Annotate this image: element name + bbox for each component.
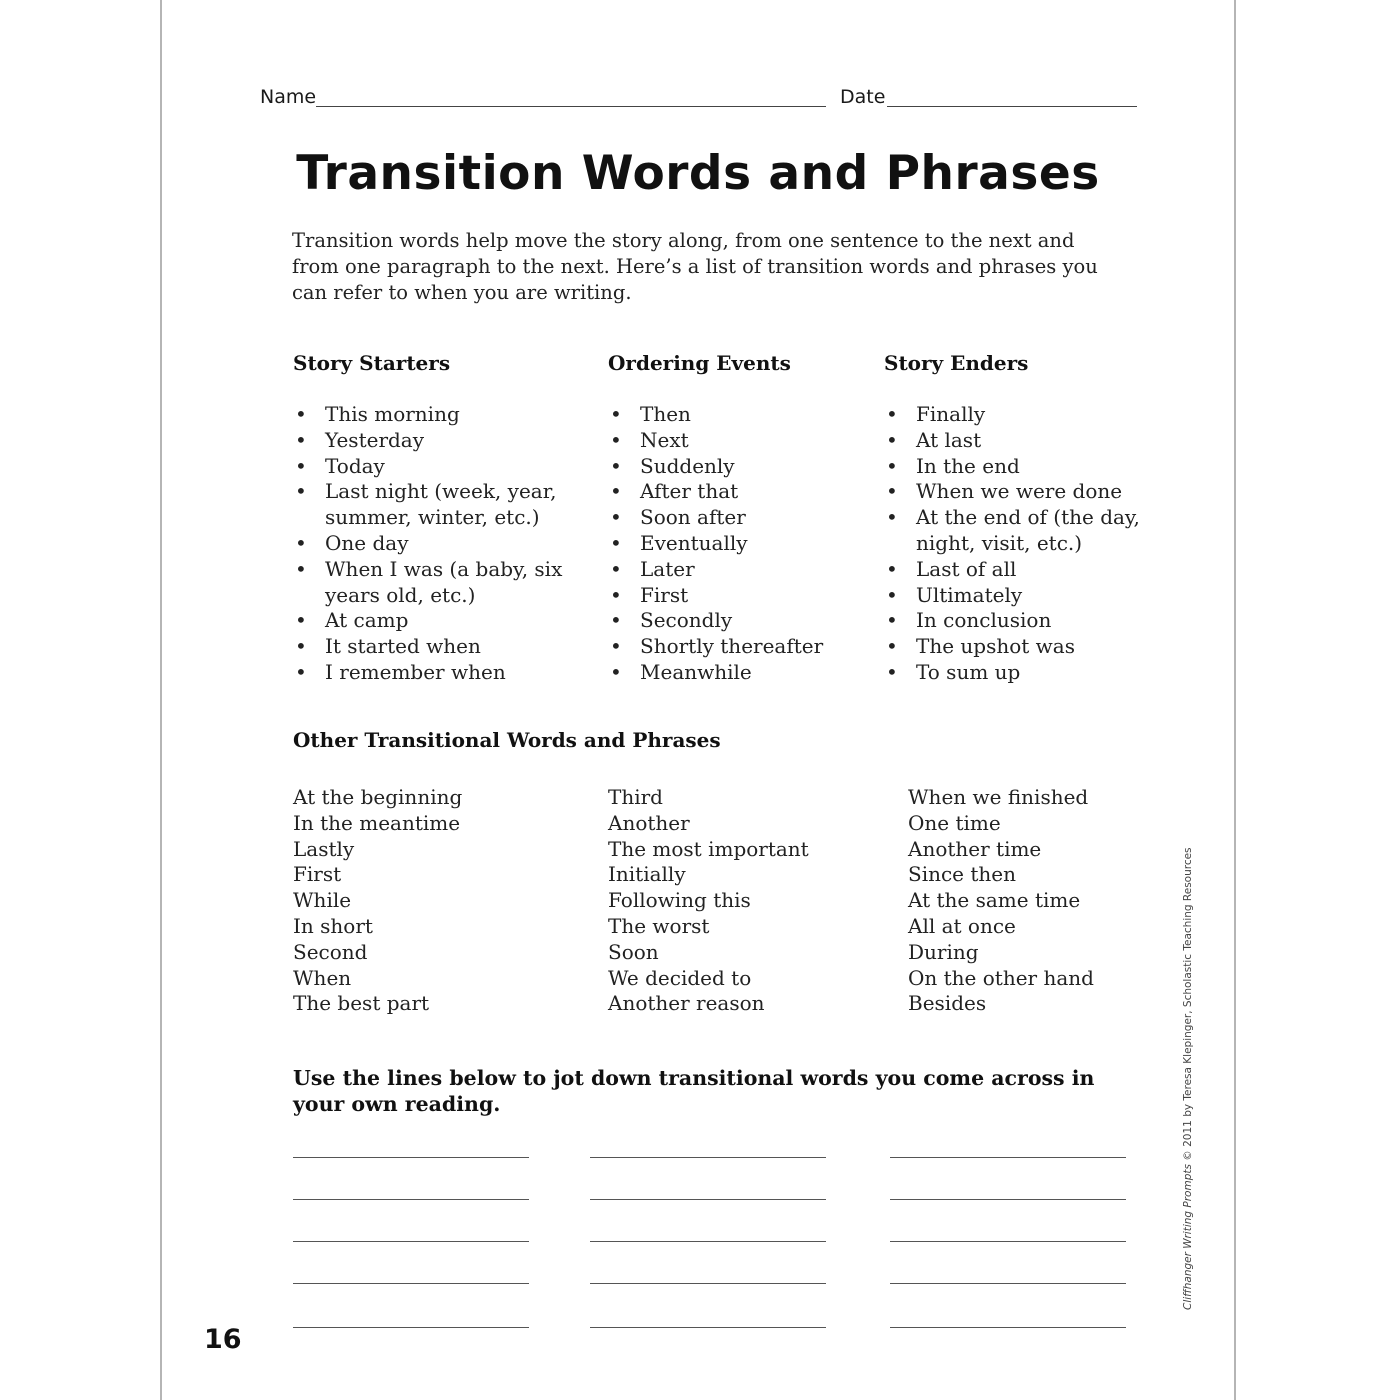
list-item: In short (293, 913, 373, 938)
list-item (293, 402, 562, 428)
write-line[interactable] (293, 1157, 529, 1158)
date-label: Date (840, 86, 886, 108)
write-line[interactable] (890, 1157, 1126, 1158)
write-line[interactable] (590, 1199, 826, 1200)
column-heading: Ordering Events (608, 351, 791, 375)
list-item-text: Next (640, 427, 689, 452)
list-item (884, 479, 1140, 505)
list-item (884, 660, 1140, 686)
list-item: We decided to (608, 965, 752, 990)
list-item-text: First (640, 582, 689, 607)
list-item: Initially (608, 862, 686, 887)
list-item-text: After that (640, 479, 739, 504)
list-item (884, 402, 1140, 428)
date-line (887, 106, 1137, 107)
list-item: Another time (908, 836, 1042, 861)
story-starters-column (293, 350, 562, 686)
story-enders-column (884, 350, 1140, 686)
bullet-icon: • (295, 479, 307, 504)
write-line[interactable] (590, 1327, 826, 1328)
list-item-text: One day (325, 530, 409, 555)
list-item (608, 479, 823, 505)
page-number: 16 (204, 1324, 242, 1355)
bullet-icon: • (610, 453, 622, 478)
write-line[interactable] (293, 1327, 529, 1328)
list-item-text: At the end of (the day, (916, 505, 1140, 530)
list-item-text: Ultimately (916, 582, 1023, 607)
list-item: When (293, 965, 352, 990)
list-item: One time (908, 810, 1001, 835)
list-item (884, 454, 1140, 480)
write-line[interactable] (890, 1199, 1126, 1200)
column-heading: Story Starters (293, 351, 451, 375)
word-list (608, 402, 823, 686)
list-item: At the same time (908, 888, 1081, 913)
word-list (293, 402, 562, 686)
write-line[interactable] (890, 1241, 1126, 1242)
bullet-icon: • (295, 530, 307, 555)
bullet-icon: • (886, 659, 898, 684)
list-item-text: Today (325, 453, 385, 478)
bullet-icon: • (295, 453, 307, 478)
write-line[interactable] (590, 1241, 826, 1242)
page-title: Transition Words and Phrases (296, 146, 1100, 201)
bullet-icon: • (610, 556, 622, 581)
list-item (608, 505, 823, 531)
list-item (293, 479, 562, 531)
list-item-text: This morning (325, 402, 460, 426)
list-item (293, 454, 562, 480)
list-item: Another (608, 810, 690, 835)
list-item (884, 608, 1140, 634)
bullet-icon: • (886, 582, 898, 607)
list-item: During (908, 939, 979, 964)
list-item-text: To sum up (916, 659, 1021, 684)
bullet-icon: • (295, 659, 307, 684)
bullet-icon: • (295, 634, 307, 659)
copyright-credit (1182, 847, 1194, 1310)
list-item-text: night, visit, etc.) (916, 530, 1083, 555)
list-item (293, 531, 562, 557)
worksheet-page (160, 0, 1236, 1400)
write-line[interactable] (590, 1157, 826, 1158)
name-label: Name (260, 86, 317, 108)
other-words-column (608, 785, 809, 1017)
list-item-text: Yesterday (325, 427, 425, 452)
list-item: Another reason (608, 991, 765, 1016)
list-item (608, 634, 823, 660)
list-item-text: Last night (week, year, (325, 479, 557, 504)
list-item: Second (293, 939, 368, 964)
list-item (884, 583, 1140, 609)
bullet-icon: • (886, 427, 898, 452)
list-item (293, 634, 562, 660)
name-line (316, 106, 826, 107)
list-item (608, 531, 823, 557)
bullet-icon: • (610, 505, 622, 530)
book-title: Cliffhanger Writing Prompts (1182, 1164, 1194, 1310)
list-item-text: Eventually (640, 530, 748, 555)
bullet-icon: • (610, 427, 622, 452)
credit-rest: © 2011 by Teresa Klepinger, Scholastic Teaching Resources (1182, 847, 1194, 1165)
list-item-text: When I was (a baby, six (325, 556, 563, 581)
bullet-icon: • (610, 530, 622, 555)
list-item: Soon (608, 939, 659, 964)
list-item-text: Soon after (640, 505, 746, 530)
bullet-icon: • (610, 659, 622, 684)
write-line[interactable] (293, 1241, 529, 1242)
instructions-text: Use the lines below to jot down transitional words you come across in your own reading. (293, 1066, 1095, 1116)
list-item: First (293, 862, 342, 887)
list-item-text: summer, winter, etc.) (325, 505, 540, 530)
list-item (608, 428, 823, 454)
bullet-icon: • (886, 479, 898, 504)
list-item: In the meantime (293, 810, 461, 835)
list-item (608, 454, 823, 480)
list-item (293, 660, 562, 686)
other-transitions-heading: Other Transitional Words and Phrases (293, 728, 721, 752)
write-line[interactable] (890, 1283, 1126, 1284)
list-item (293, 428, 562, 454)
list-item: When we finished (908, 785, 1089, 809)
bullet-icon: • (886, 505, 898, 530)
write-line[interactable] (890, 1327, 1126, 1328)
list-item-text: It started when (325, 634, 481, 659)
list-item: The best part (293, 991, 430, 1016)
bullet-icon: • (886, 453, 898, 478)
list-item (884, 557, 1140, 583)
write-line[interactable] (293, 1199, 529, 1200)
intro-paragraph: Transition words help move the story along, from one sentence to the next and from one paragraph to the next. Here’s a list of transition words and phrases you can refer to when you are writing. (292, 229, 1098, 304)
list-item-text: At last (916, 427, 982, 452)
write-line[interactable] (590, 1283, 826, 1284)
bullet-icon: • (610, 582, 622, 607)
list-item (884, 634, 1140, 660)
bullet-icon: • (886, 556, 898, 581)
bullet-icon: • (886, 608, 898, 633)
list-item: On the other hand (908, 965, 1094, 990)
list-item: Lastly (293, 836, 355, 861)
list-item: All at once (908, 913, 1016, 938)
list-item-text: Finally (916, 402, 986, 426)
list-item-text: In the end (916, 453, 1020, 478)
list-item-text: In conclusion (916, 608, 1052, 633)
list-item-text: Shortly thereafter (640, 634, 824, 659)
bullet-icon: • (886, 402, 898, 426)
list-item: While (293, 888, 352, 913)
list-item (884, 428, 1140, 454)
list-item: Besides (908, 991, 987, 1016)
bullet-icon: • (295, 427, 307, 452)
list-item: At the beginning (293, 785, 463, 809)
list-item-text: Then (640, 402, 691, 426)
list-item-text: Later (640, 556, 695, 581)
write-line[interactable] (293, 1283, 529, 1284)
other-words-column (293, 785, 462, 1017)
bullet-icon: • (610, 402, 622, 426)
bullet-icon: • (610, 479, 622, 504)
other-words-column (908, 785, 1094, 1017)
bullet-icon: • (610, 608, 622, 633)
list-item (608, 583, 823, 609)
list-item: The most important (608, 836, 809, 861)
list-item (608, 557, 823, 583)
list-item-text: At camp (325, 608, 409, 633)
list-item (293, 557, 562, 609)
list-item: Third (608, 785, 663, 809)
list-item (608, 402, 823, 428)
list-item (884, 505, 1140, 557)
ordering-events-column (608, 350, 823, 686)
list-item-text: Secondly (640, 608, 733, 633)
column-heading: Story Enders (884, 351, 1029, 375)
list-item-text: Last of all (916, 556, 1017, 581)
bullet-icon: • (295, 402, 307, 426)
list-item-text: I remember when (325, 659, 506, 684)
word-list (884, 402, 1140, 686)
bullet-icon: • (295, 608, 307, 633)
list-item-text: When we were done (916, 479, 1123, 504)
bullet-icon: • (295, 556, 307, 581)
list-item: The worst (608, 913, 710, 938)
list-item (608, 660, 823, 686)
bullet-icon: • (886, 634, 898, 659)
list-item (293, 608, 562, 634)
bullet-icon: • (610, 634, 622, 659)
list-item-text: Suddenly (640, 453, 735, 478)
list-item: Following this (608, 888, 751, 913)
list-item-text: years old, etc.) (325, 582, 476, 607)
list-item: Since then (908, 862, 1017, 887)
name-date-row (260, 84, 1137, 110)
list-item (608, 608, 823, 634)
list-item-text: Meanwhile (640, 659, 752, 684)
list-item-text: The upshot was (916, 634, 1075, 659)
